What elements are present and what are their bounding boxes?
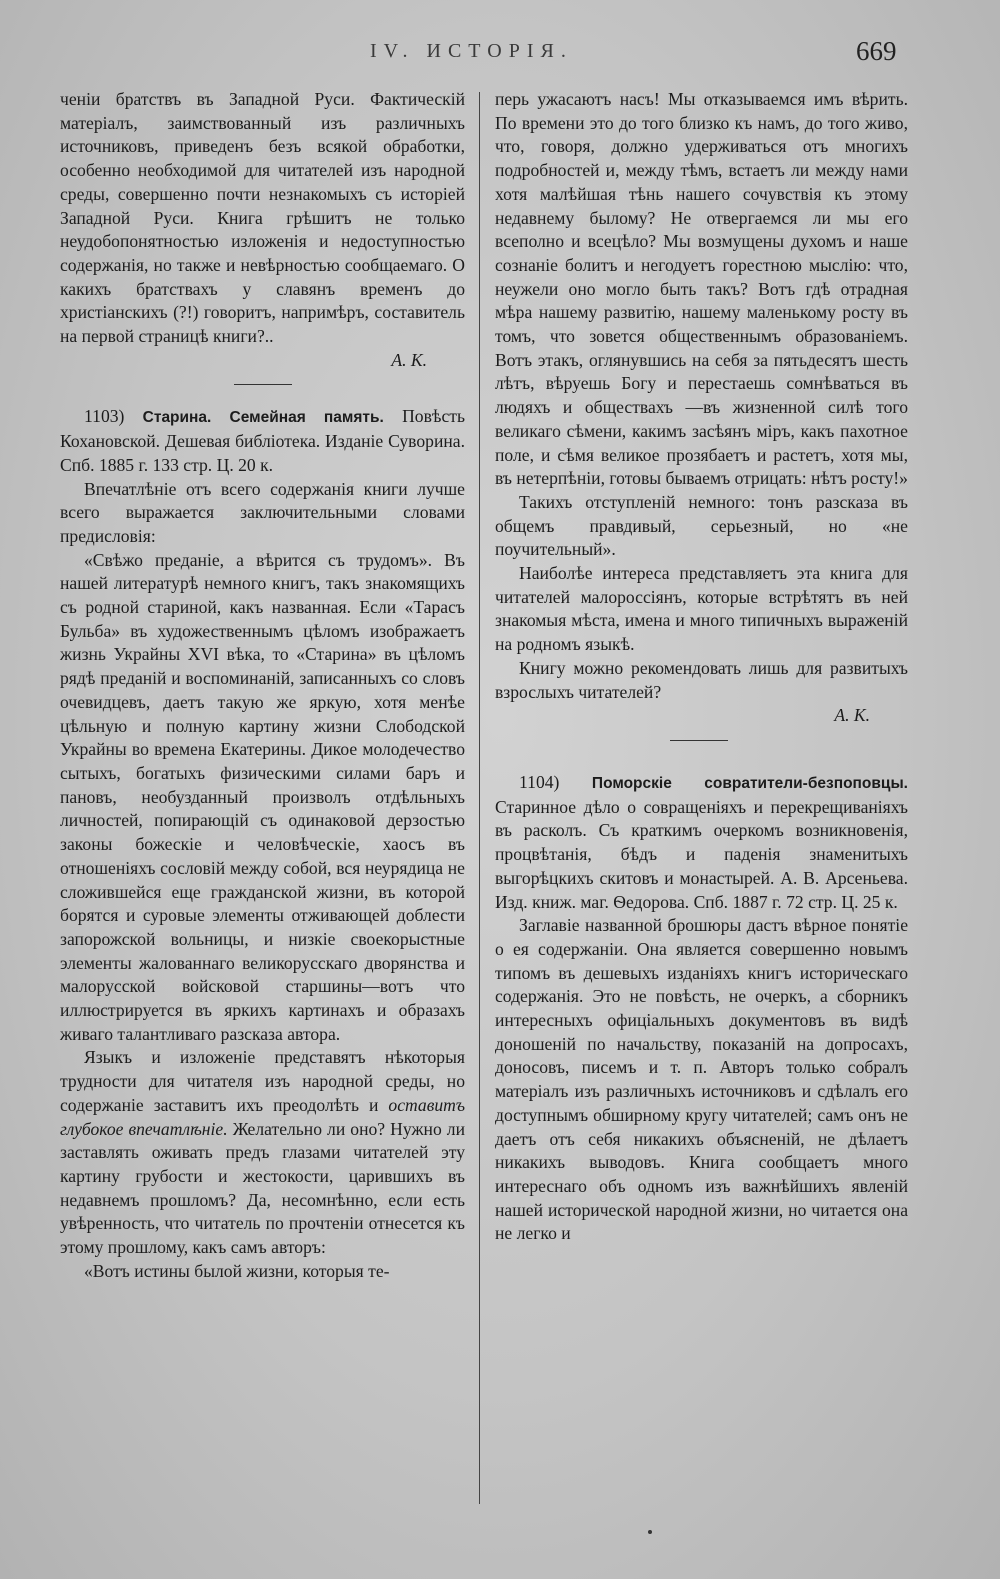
column-divider xyxy=(479,92,480,1504)
paragraph: ченіи братствъ въ Западной Руси. Фактическій матеріалъ, заимствованный изъ различныхъ источниковъ, приведенъ безъ всякой обработки, особенно необходимой для читателей изъ народной среды, совершенно почти незнакомыхъ съ исторіей Западной Руси. Книга грѣшитъ не только неудобопонятностью изложенія и недоступностью содержанія, но также и невѣрностью сообщаемаго. О какихъ братствахъ у славянъ временъ до христіанскихъ (?!) говоритъ, напримѣръ, составитель на первой страницѣ книги?.. xyxy=(60,89,465,347)
separator-rule xyxy=(670,740,728,741)
entry-number: 1104) xyxy=(519,771,560,792)
entry-number: 1103) xyxy=(84,406,125,427)
paragraph: «Вотъ истины былой жизни, которыя те- xyxy=(84,1260,390,1281)
signature: А. К. xyxy=(391,349,427,370)
entry-title: Поморскіе совратители-безпоповцы. xyxy=(591,774,908,792)
italic-text: оставитъ глубокое впечатлѣніе. xyxy=(60,1094,466,1139)
text-run: Языкъ и изложеніе представятъ нѣкоторыя трудности для читателя изъ народной среды, но содержаніе заставитъ ихъ преодолѣть и xyxy=(60,1047,465,1115)
right-column xyxy=(495,88,908,1246)
left-column xyxy=(60,88,465,1283)
signature: А. К. xyxy=(834,705,870,726)
entry-1103 xyxy=(60,405,465,477)
text-run: Желательно ли оно? Нужно ли заставлять оживать предъ глазами читателей эту картину грубости и жестокости, царившихъ въ недавнемъ прошломъ? Да, несомнѣнно, если есть увѣренность, что читатель по прочтеніи отнесется къ этому прошлому, какъ самъ авторъ: xyxy=(60,1118,465,1258)
entry-description: Повѣсть Кохановской. Дешевая библіотека. Изданіе Суворина. Спб. 1885 г. 133 стр. Ц. 20 к. xyxy=(60,406,465,475)
paragraph: Впечатлѣніе отъ всего содержанія книги лучше всего выражается заключительными словами предисловія: xyxy=(60,478,465,546)
page-number: 669 xyxy=(856,36,897,66)
paragraph: «Свѣжо преданіе, а вѣрится съ трудомъ». Въ нашей литературѣ немного книгъ, такъ знакомящихъ съ родной стариной, какъ названная. Если «Тарасъ Бульба» въ художественнымъ цѣломъ изображаетъ жизнь Украйны XVI вѣка, то «Старина» въ цѣломъ рядѣ преданій и воспоминаній, записанныхъ со словъ очевидцевъ, даетъ такую же яркую, хотя менѣе цѣльную и полную картину жизни Слободской Украйны во времена Екатерины. Дикое молодечество сытыхъ, богатыхъ физическими силами баръ и пановъ, необузданный произволъ отдѣльныхъ личностей, попирающій съ одинаковой дерзостью законы божескіе и человѣческіе, хаосъ въ отношеніяхъ сословій между собой, вся неурядица не сложившейся еще гражданской жизни, въ которой борятся и суровые элементы отживающей доблести запорожской вольницы, и низкіе своекорыстные элементы жалованнаго великорусскаго дворянства и малорусской войсковой старшины—вотъ что иллюстрируется въ яркихъ картинахъ и образахъ живаго талантливаго разсказа автора. xyxy=(60,549,465,1044)
paragraph: Наиболѣе интереса представляетъ эта книга для читателей малороссіянъ, которые встрѣтятъ въ ней знакомыя мѣста, имена и много типичныхъ выраженій на родномъ языкѣ. xyxy=(495,563,908,655)
section-title: IV. ИСТОРІЯ. xyxy=(370,40,573,62)
entry-1104 xyxy=(495,771,908,914)
paragraph: Заглавіе названной брошюры дастъ вѣрное понятіе о ея содержаніи. Она является совершенно новымъ типомъ въ дешевыхъ изданіяхъ книгъ историческаго содержанія. Это не повѣсть, не очеркъ, а сборникъ интересныхъ офиціальныхъ документовъ въ видѣ доношеній по начальству, показаній на допросахъ, доносовъ, писемъ и т. п. Авторъ только собралъ матеріалъ изъ различныхъ источниковъ и сдѣлалъ его доступнымъ обширному кругу читателей; самъ онъ не даетъ отъ себя никакихъ объясненій, не дѣлаетъ никакихъ выводовъ. Книга сообщаетъ много интереснаго объ одномъ изъ важнѣйшихъ явленій нашей исторической народной жизни, но читается она не легко и xyxy=(495,915,908,1244)
ink-speck xyxy=(648,1530,652,1534)
paragraph: перь ужасаютъ насъ! Мы отказываемся имъ вѣрить. По времени это до того близко къ намъ, до того живо, что, говоря, должно удерживаться отъ многихъ подробностей и, между тѣмъ, встаетъ ли между нами хотя малѣйшая тѣнь нашего сочувствія къ этому недавнему былому? Не отвергаемся ли мы его всеполно и всецѣло? Мы возмущены духомъ и наше сознаніе болитъ и негодуетъ горестною мыслію: что, неужели оно могло быть такъ? Вотъ гдѣ отрадная мѣра нашему развитію, нашему маленькому росту въ томъ, что зовется общественнымъ образованіемъ. Вотъ этакъ, оглянувшись на себя за пятьдесятъ шесть лѣтъ, вѣруешь Богу и перестаешь сомнѣваться въ людяхъ и обществахъ —въ жизненной силѣ того великаго сѣмени, какимъ засѣянъ міръ, какъ пахотное поле, и сѣмя великое прозябаетъ и растетъ, хотя мы, въ нетерпѣніи, готовы бываемъ отрицать: нѣтъ росту!» xyxy=(495,89,908,489)
paragraph: Такихъ отступленій немного: тонъ разсказа въ общемъ правдивый, серьезный, но «не поучительный». xyxy=(495,491,908,560)
paragraph: Книгу можно рекомендовать лишь для развитыхъ взрослыхъ читателей? xyxy=(495,657,908,702)
entry-title: Старина. Семейная память. xyxy=(142,409,384,427)
entry-description: Старинное дѣло о совращеніяхъ и перекрещиваніяхъ въ расколъ. Съ краткимъ очеркомъ возникновенія, процвѣтанія, бѣдъ и паденія знаменитыхъ выгорѣцкихъ скитовъ и монастырей. А. В. Арсеньева. Изд. книж. маг. Ѳедорова. Спб. 1887 г. 72 стр. Ц. 25 к. xyxy=(495,796,908,912)
running-header xyxy=(0,30,1000,70)
separator-rule xyxy=(234,384,292,385)
paragraph xyxy=(60,1046,465,1259)
